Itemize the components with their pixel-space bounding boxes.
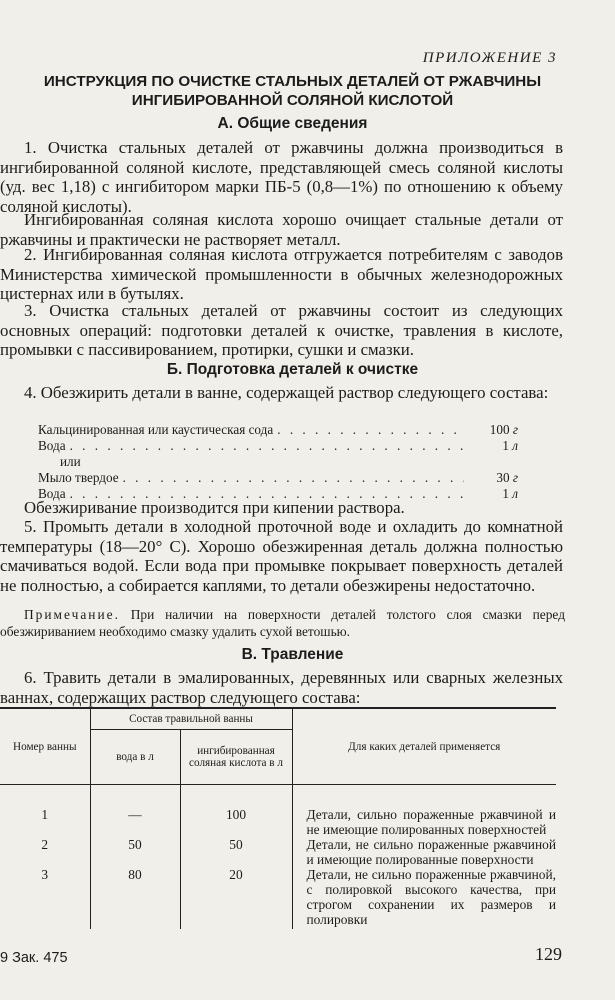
recipe-row-soap	[38, 470, 518, 486]
recipe-row-soda	[38, 422, 518, 438]
note-label: Примечание.	[24, 607, 120, 622]
cell-water: —	[90, 785, 180, 838]
cell-use: Детали, не сильно пораженные ржавчиной и имеющие полированные поверхности	[306, 837, 556, 867]
document-title	[10, 72, 575, 110]
paragraph-6: 6. Травить детали в эмалированных, деревянных или сварных железных ваннах, содержащих раствор следующего состава:	[0, 668, 563, 707]
title-line-2: ИНГИБИРОВАННОЙ СОЛЯНОЙ КИСЛОТОЙ	[131, 92, 454, 109]
recipe-soda-amount: 100	[489, 422, 510, 437]
table-row	[0, 785, 556, 838]
section-a-heading: А. Общие сведения	[217, 115, 368, 132]
cell-bath: 3	[0, 867, 90, 929]
cell-bath: 2	[0, 837, 90, 867]
recipe-soda-unit: г	[512, 422, 518, 437]
recipe-soap-unit: г	[512, 470, 518, 485]
cell-bath: 1	[0, 785, 90, 838]
recipe-water-1-amount: 1	[502, 438, 509, 453]
recipe-water-2-label: Вода	[38, 486, 66, 501]
etching-baths-table	[0, 707, 556, 929]
recipe-water-2-amount: 1	[502, 486, 509, 501]
recipe-water-1-label: Вода	[38, 438, 66, 453]
header-application: Для каких деталей применяется	[292, 708, 556, 785]
header-bath-composition: Состав травильной ванны	[90, 708, 292, 730]
paragraph-2: 2. Ингибированная соляная кислота отгружается потребителям с заводов Министерства химической промышленности в обычных железнодорожных цистернах или в бутылях.	[0, 245, 563, 304]
header-acid: ингибированная соляная кислота в л	[180, 730, 292, 785]
cell-acid: 20	[180, 867, 292, 929]
cell-water: 80	[90, 867, 180, 929]
recipe-water-1-unit: л	[512, 438, 518, 453]
appendix-label: ПРИЛОЖЕНИЕ 3	[422, 50, 557, 66]
paragraph-1: 1. Очистка стальных деталей от ржавчины должна производиться в ингибированной соляной кислоте, представляющей смесь соляной кислоты (уд. вес 1,18) с ингибитором марки ПБ-5 (0,8—1%) по отношению к объему соляной кислоты).	[0, 138, 563, 216]
header-bath-number: Номер ванны	[0, 708, 90, 785]
recipe-or: или	[60, 454, 81, 469]
recipe-water-2-unit: л	[512, 486, 518, 501]
cell-acid: 50	[180, 837, 292, 867]
section-v-heading: В. Травление	[241, 646, 344, 663]
paragraph-5: 5. Промыть детали в холодной проточной воде и охладить до комнатной температуры (18—20° С). Хорошо обезжиренная деталь должна полностью смачиваться водой. Если вода при промывке покрывает поверхность деталей не полностью, а собирается каплями, то детали обезжирены недостаточно.	[0, 517, 563, 595]
cell-use: Детали, не сильно пораженные ржавчиной, с полировкой высокого качества, при строгом сохранении их размеров и полировки	[306, 867, 556, 927]
page-number: 129	[535, 944, 562, 964]
degreasing-recipe	[38, 422, 518, 502]
paragraph-4-cont: Обезжиривание производится при кипении раствора.	[24, 498, 405, 517]
cell-use: Детали, сильно пораженные ржавчиной и не имеющие полированных поверхностей	[306, 807, 556, 837]
recipe-soda-label: Кальцинированная или каустическая сода	[38, 422, 274, 437]
header-water: вода в л	[90, 730, 180, 785]
cell-acid: 100	[180, 785, 292, 838]
paragraph-1-cont: Ингибированная соляная кислота хорошо очищает стальные детали от ржавчины и практически не растворяет металл.	[0, 210, 563, 249]
cell-water: 50	[90, 837, 180, 867]
table-row	[0, 867, 556, 929]
paragraph-3: 3. Очистка стальных деталей от ржавчины состоит из следующих основных операций: подготовки деталей к очистке, травления в кислоте, промывки с пассивированием, протирки, сушки и смазки.	[0, 301, 563, 360]
recipe-soap-label: Мыло твердое	[38, 470, 119, 485]
note-text: При наличии на поверхности деталей толстого слоя смазки перед обезжириванием необходимо смазку удалить сухой ветошью.	[0, 607, 566, 639]
table-row	[0, 837, 556, 867]
paragraph-4: 4. Обезжирить детали в ванне, содержащей раствор следующего состава:	[24, 383, 549, 402]
title-line-1: ИНСТРУКЦИЯ ПО ОЧИСТКЕ СТАЛЬНЫХ ДЕТАЛЕЙ ОТ РЖАВЧИНЫ	[43, 73, 542, 90]
print-order-mark: 9 Зак. 475	[0, 950, 68, 966]
recipe-row-water-1	[38, 438, 518, 454]
note	[0, 607, 565, 640]
recipe-soap-amount: 30	[496, 470, 510, 485]
section-b-heading: Б. Подготовка деталей к очистке	[166, 361, 419, 378]
